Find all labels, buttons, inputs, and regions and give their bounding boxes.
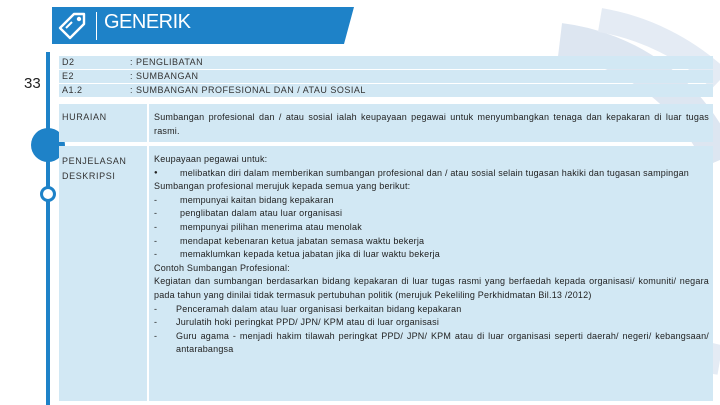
criteria-text: penglibatan dalam atau luar organisasi — [180, 208, 343, 219]
page-title: GENERIK — [104, 11, 191, 33]
criteria-intro: Sumbangan profesional merujuk kepada semua yang berikut: — [154, 181, 411, 192]
code-label: E2 — [62, 71, 75, 81]
criteria-text: memaklumkan kepada ketua jabatan jika di luar waktu bekerja — [180, 249, 440, 260]
example-item: Jurulatih hoki peringkat PPD/ JPN/ KPM atau di luar organisasi — [176, 317, 440, 328]
bullet-text: melibatkan diri dalam memberikan sumbangan profesional dan / atau sosial selain tugasan hakiki dan tugasan sampingan — [180, 167, 689, 178]
list-item — [154, 167, 709, 181]
example-item: Guru agama - menjadi hakim tilawah peringkat PPD/ JPN/ KPM atau di luar organisasi seperti daerah/ negeri/ kebangsaan/ antarabangsa — [176, 330, 709, 355]
penjelasan-label-cell — [59, 146, 147, 401]
dash-marker: - — [154, 303, 158, 314]
list-item — [154, 248, 709, 262]
example-item: Penceramah dalam atau luar organisasi berkaitan bidang kepakaran — [176, 303, 462, 314]
code-row — [59, 70, 713, 83]
huraian-label: HURAIAN — [62, 112, 107, 122]
list-item — [154, 221, 709, 235]
list-item — [154, 207, 709, 221]
huraian-text: Sumbangan profesional dan / atau sosial ialah keupayaan pegawai untuk menyumbangkan tenaga dan kepakaran di luar tugas rasmi. — [154, 112, 709, 136]
code-label: D2 — [62, 57, 75, 67]
example-title: Contoh Sumbangan Profesional: — [154, 262, 290, 273]
penjelasan-intro: Keupayaan pegawai untuk: — [154, 154, 268, 164]
dash-marker: - — [154, 194, 158, 205]
huraian-text-cell — [149, 104, 713, 142]
list-item — [154, 330, 709, 357]
tag-icon — [54, 8, 90, 44]
criteria-text: mempunyai pilihan menerima atau menolak — [180, 221, 362, 232]
dash-marker: - — [154, 317, 158, 328]
penjelasan-label: PENJELASAN — [62, 156, 127, 166]
code-description: : SUMBANGAN PROFESIONAL DAN / ATAU SOSIAL — [130, 85, 366, 95]
code-label: A1.2 — [62, 85, 83, 95]
dash-marker: - — [154, 208, 158, 219]
deskripsi-label: DESKRIPSI — [62, 171, 116, 181]
code-description: : PENGLIBATAN — [130, 57, 204, 67]
criteria-text: mendapat kebenaran ketua jabatan semasa waktu bekerja — [180, 235, 425, 246]
code-description: : SUMBANGAN — [130, 71, 199, 81]
slide-number: 33 — [24, 75, 41, 92]
code-row — [59, 84, 713, 97]
title-banner-edge — [344, 7, 354, 44]
dash-marker: - — [154, 235, 158, 246]
list-item — [154, 194, 709, 208]
list-item — [154, 316, 709, 330]
list-item — [154, 303, 709, 317]
code-row — [59, 56, 713, 69]
bullet-dot: ● — [154, 169, 158, 176]
dash-marker: - — [154, 221, 158, 232]
huraian-label-cell — [59, 104, 147, 142]
left-accent-bar — [46, 52, 50, 405]
dash-marker: - — [154, 330, 158, 341]
example-text: Kegiatan dan sumbangan berdasarkan bidang kepakaran di luar tugas rasmi yang berfaedah kepada organisasi/ komuniti/ negara pada tahun yang dinilai tidak termasuk pertubuhan politik (merujuk Pekeliling Perkhidmatan Bil.13 /2012) — [154, 276, 709, 300]
dash-marker: - — [154, 249, 158, 260]
list-item — [154, 235, 709, 249]
criteria-text: mempunyai kaitan bidang kepakaran — [180, 194, 334, 205]
banner-separator — [96, 12, 97, 40]
timeline-ring — [40, 186, 56, 202]
penjelasan-text-cell — [149, 146, 713, 401]
